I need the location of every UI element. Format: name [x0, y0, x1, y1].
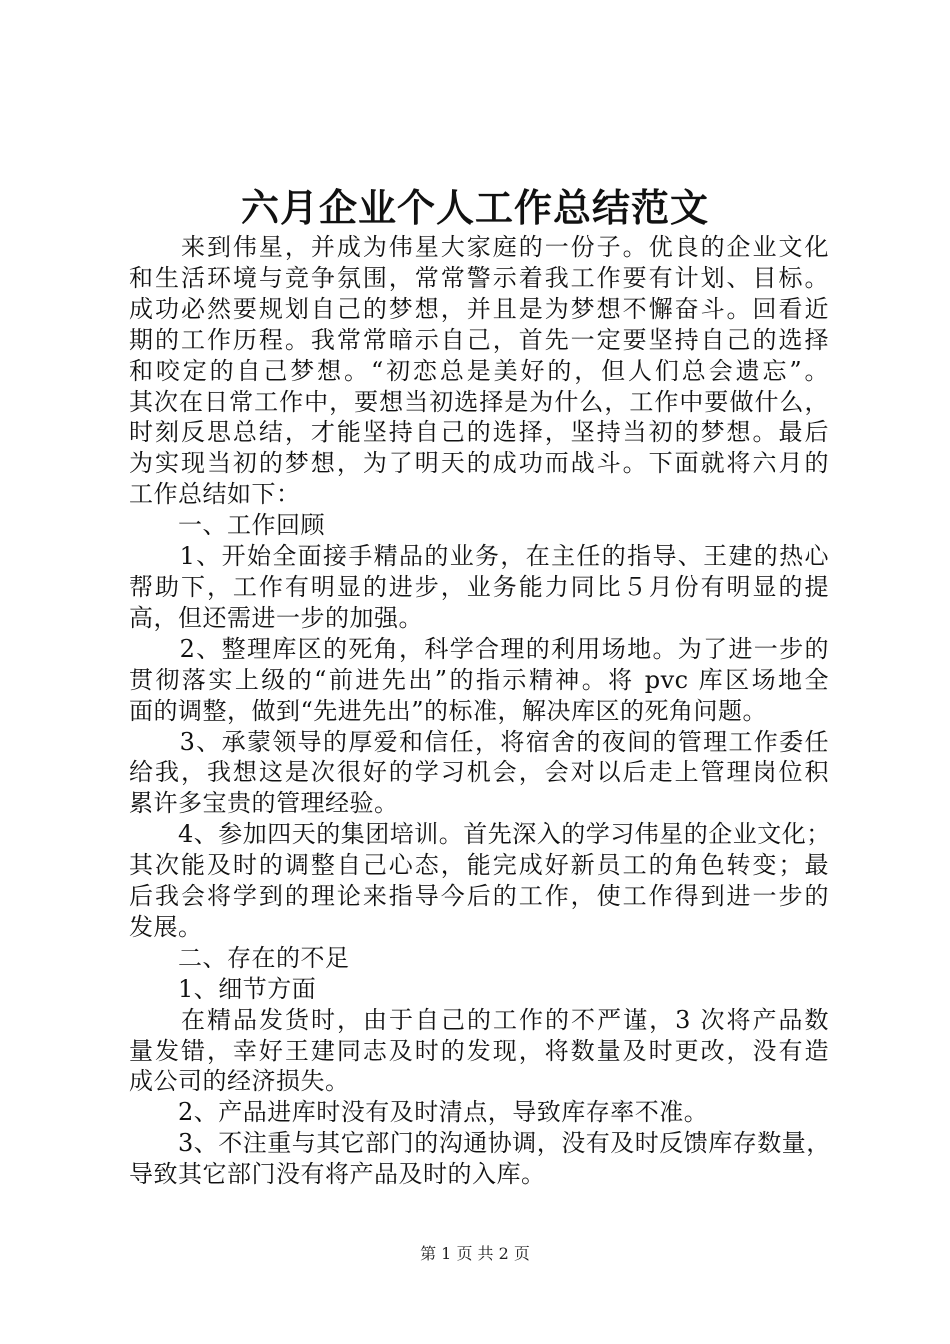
body-text-line: 来到伟星，并成为伟星大家庭的一份子。优良的企业文化	[129, 233, 829, 261]
body-text-line: 和生活环境与竞争氛围，常常警示着我工作要有计划、目标。	[129, 263, 829, 292]
body-text-line: 3、承蒙领导的厚爱和信任，将宿舍的夜间的管理工作委任	[129, 727, 829, 756]
body-text-line: 面的调整，做到“先进先出”的标准，解决库区的死角问题。	[129, 696, 768, 725]
page-footer: 第 1 页 共 2 页	[420, 1244, 530, 1263]
body-text-line: 给我，我想这是次很好的学习机会，会对以后走上管理岗位积	[129, 758, 829, 787]
body-text-line: 4、参加四天的集团培训。首先深入的学习伟星的企业文化；	[129, 820, 831, 849]
body-text-line: 贯彻落实上级的“前进先出”的指示精神。将 pvc 库区场地全	[129, 665, 829, 694]
body-text-line: 发展。	[129, 912, 203, 941]
body-text-line: 在精品发货时，由于自己的工作的不严谨，3 次将产品数	[129, 1005, 829, 1034]
body-text-line: 其次能及时的调整自己心态，能完成好新员工的角色转变；最	[129, 851, 829, 880]
document-body	[129, 232, 829, 1190]
body-text-line: 帮助下，工作有明显的进步，业务能力同比５月份有明显的提	[129, 572, 829, 601]
body-text-line: 高，但还需进一步的加强。	[129, 603, 423, 632]
body-text-line: 成功必然要规划自己的梦想，并且是为梦想不懈奋斗。回看近	[129, 294, 829, 323]
body-text-line: 量发错，幸好王建同志及时的发现，将数量及时更改，没有造	[129, 1036, 829, 1065]
body-text-line: 工作总结如下：	[129, 480, 301, 509]
body-text-line: 1、开始全面接手精品的业务，在主任的指导、王建的热心	[129, 542, 829, 571]
document-title: 六月企业个人工作总结范文	[240, 185, 709, 230]
body-text-line: 成公司的经济损失。	[129, 1067, 350, 1096]
body-text-line: 时刻反思总结，才能坚持自己的选择，坚持当初的梦想。最后	[129, 418, 829, 447]
body-text-line: 1、细节方面	[129, 974, 317, 1003]
body-text-line: 二、存在的不足	[129, 943, 350, 972]
body-text-line: 3、不注重与其它部门的沟通协调，没有及时反馈库存数量，	[129, 1129, 831, 1158]
body-text-line: 导致其它部门没有将产品及时的入库。	[129, 1160, 546, 1189]
body-text-line: 2、产品进库时没有及时清点，导致库存率不准。	[129, 1098, 709, 1127]
body-text-line: 期的工作历程。我常常暗示自己，首先一定要坚持自己的选择	[129, 325, 829, 354]
body-text-line: 和咬定的自己梦想。“初恋总是美好的，但人们总会遗忘”。	[129, 356, 829, 385]
body-text-line: 后我会将学到的理论来指导今后的工作，使工作得到进一步的	[129, 882, 829, 911]
body-text-line: 一、工作回顾	[129, 511, 325, 540]
body-text-line: 累许多宝贵的管理经验。	[129, 789, 399, 818]
body-text-line: 其次在日常工作中，要想当初选择是为什么，工作中要做什么，	[129, 387, 829, 416]
body-text-line: 2、整理库区的死角，科学合理的利用场地。为了进一步的	[129, 634, 829, 663]
body-text-line: 为实现当初的梦想，为了明天的成功而战斗。下面就将六月的	[129, 449, 829, 478]
